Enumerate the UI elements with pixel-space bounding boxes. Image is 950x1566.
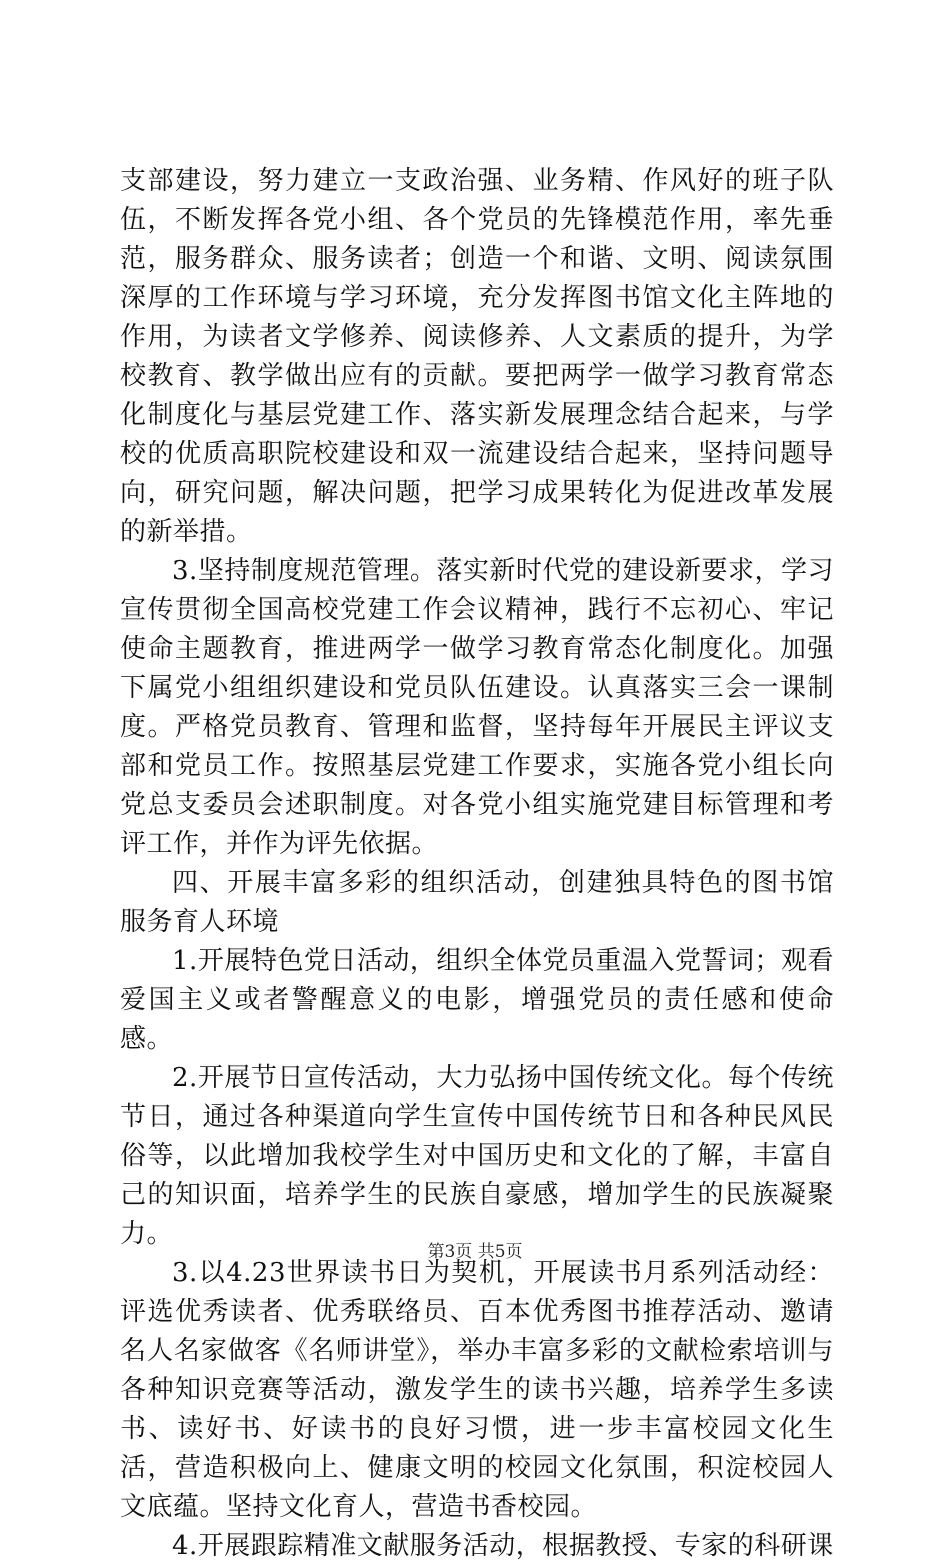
paragraph-item-3-reading-day: 3.以4.23世界读书日为契机，开展读书月系列活动经：评选优秀读者、优秀联络员、百本优秀图书推荐活动、邀请名人名家做客《名师讲堂》，举办丰富多彩的文献检索培训与各种知识竞赛等活动，激发学生的读书兴趣，培养学生多读书、读好书、好读书的良好习惯，进一步丰富校园文化生活，营造积极向上、健康文明的校园文化氛围，积淀校园人文底蕴。坚持文化育人，营造书香校园。: [120, 1258, 834, 1522]
document-body: [120, 162, 834, 1566]
paragraph-item-1-party-day: 1.开展特色党日活动，组织全体党员重温入党誓词；观看爱国主义或者警醒意义的电影，增强党员的责任感和使命感。: [120, 946, 834, 1054]
paragraph-branch-building: 支部建设，努力建立一支政治强、业务精、作风好的班子队伍，不断发挥各党小组、各个党员的先锋模范作用，率先垂范，服务群众、服务读者；创造一个和谐、文明、阅读氛围深厚的工作环境与学习环境，充分发挥图书馆文化主阵地的作用，为读者文学修养、阅读修养、人文素质的提升，为学校教育、教学做出应有的贡献。要把两学一做学习教育常态化制度化与基层党建工作、落实新发展理念结合起来，与学校的优质高职院校建设和双一流建设结合起来，坚持问题导向，研究问题，解决问题，把学习成果转化为促进改革发展的新举措。: [120, 166, 834, 547]
page-number-footer: 第3页 共5页: [427, 1242, 523, 1262]
paragraph-item-3-system-management: 3.坚持制度规范管理。落实新时代党的建设新要求，学习宣传贯彻全国高校党建工作会议精神，践行不忘初心、牢记使命主题教育，推进两学一做学习教育常态化制度化。加强下属党小组组织建设和党员队伍建设。认真落实三会一课制度。严格党员教育、管理和监督，坚持每年开展民主评议支部和党员工作。按照基层党建工作要求，实施各党小组长向党总支委员会述职制度。对各党小组实施党建目标管理和考评工作，并作为评先依据。: [120, 556, 834, 859]
paragraph-item-2-festival-promotion: 2.开展节日宣传活动，大力弘扬中国传统文化。每个传统节日，通过各种渠道向学生宣传中国传统节日和各种民风民俗等，以此增加我校学生对中国历史和文化的了解，丰富自己的知识面，培养学生的民族自豪感，增加学生的民族凝聚力。: [120, 1063, 834, 1249]
paragraph-item-4-literature-service: 4.开展跟踪精准文献服务活动，根据教授、专家的科研课: [172, 1531, 834, 1561]
section-heading-four: 四、开展丰富多彩的组织活动，创建独具特色的图书馆服务育人环境: [120, 868, 834, 937]
